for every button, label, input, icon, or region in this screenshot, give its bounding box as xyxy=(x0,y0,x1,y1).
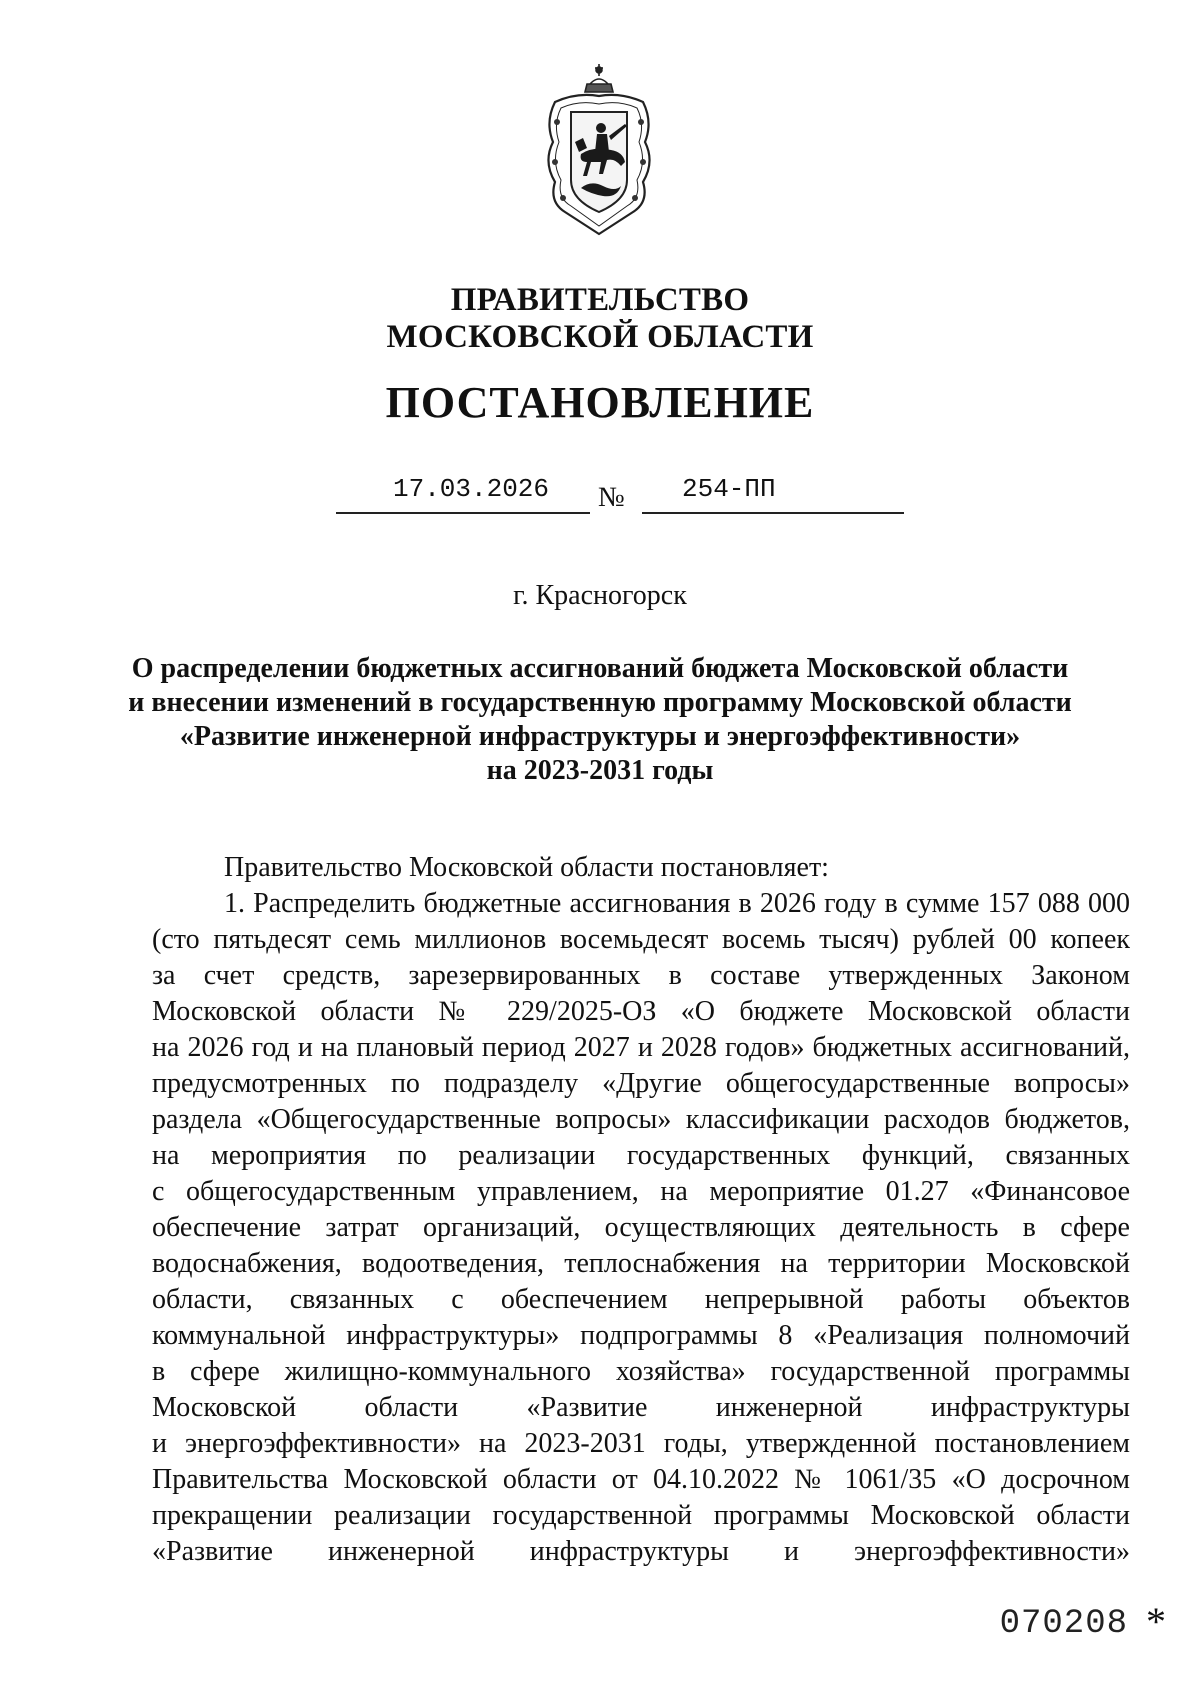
body-line: «Развитие инженерной инфраструктуры и энергоэффективности» xyxy=(152,1536,1130,1567)
date-underline xyxy=(336,512,590,514)
body-line: Правительство Московской области постановляет: xyxy=(224,852,829,883)
body-line: на мероприятия по реализации государственных функций, связанных xyxy=(152,1140,1130,1171)
coat-of-arms-emblem xyxy=(541,62,657,238)
body-line: Московской области «Развитие инженерной инфраструктуры xyxy=(152,1392,1130,1423)
document-title xyxy=(120,652,1080,788)
body-line: (сто пятьдесят семь миллионов восемьдесят восемь тысяч) рублей 00 копеек xyxy=(152,924,1130,955)
body-line: водоснабжения, водоотведения, теплоснабжения на территории Московской xyxy=(152,1248,1130,1279)
body-line: обеспечение затрат организаций, осуществляющих деятельность в сфере xyxy=(152,1212,1130,1243)
title-line: и внесении изменений в государственную программу Московской области xyxy=(128,687,1072,718)
document-body xyxy=(152,850,1130,1570)
number-sign: № xyxy=(598,482,625,513)
document-type: ПОСТАНОВЛЕНИЕ xyxy=(385,378,815,427)
asterisk-mark: * xyxy=(1146,1599,1166,1644)
title-line: О распределении бюджетных ассигнований бюджета Московской области xyxy=(131,653,1069,684)
title-line: «Развитие инженерной инфраструктуры и энергоэффективности» xyxy=(179,721,1021,752)
body-line: предусмотренных по подразделу «Другие общегосударственные вопросы» xyxy=(152,1068,1130,1099)
body-line: Московской области № 229/2025-ОЗ «О бюджете Московской области xyxy=(152,996,1130,1027)
document-number: 254-ПП xyxy=(682,474,776,504)
body-line: за счет средств, зарезервированных в составе утвержденных Законом xyxy=(152,960,1130,991)
body-line: 1. Распределить бюджетные ассигнования в 2026 году в сумме 157 088 000 xyxy=(224,888,1130,919)
stamp-number: 070208 xyxy=(999,1605,1128,1643)
document-city: г. Красногорск xyxy=(513,580,687,611)
number-underline xyxy=(642,512,904,514)
document-date: 17.03.2026 xyxy=(392,474,550,504)
body-line: раздела «Общегосударственные вопросы» классификации расходов бюджетов, xyxy=(152,1104,1130,1135)
body-line: на 2026 год и на плановый период 2027 и 2028 годов» бюджетных ассигнований, xyxy=(152,1032,1130,1063)
body-line: и энергоэффективности» на 2023-2031 годы, утвержденной постановлением xyxy=(152,1428,1130,1459)
title-line: на 2023-2031 годы xyxy=(486,755,714,786)
body-line: коммунальной инфраструктуры» подпрограммы 8 «Реализация полномочий xyxy=(152,1320,1130,1351)
body-line: в сфере жилищно-коммунального хозяйства» государственной программы xyxy=(152,1356,1130,1387)
body-line: Правительства Московской области от 04.10.2022 № 1061/35 «О досрочном xyxy=(152,1464,1130,1495)
body-line: области, связанных с обеспечением непрерывной работы объектов xyxy=(152,1284,1130,1315)
organization-name-line2: МОСКОВСКОЙ ОБЛАСТИ xyxy=(386,319,814,355)
body-line: прекращении реализации государственной программы Московской области xyxy=(152,1500,1130,1531)
body-line: с общегосударственным управлением, на мероприятие 01.27 «Финансовое xyxy=(152,1176,1130,1207)
organization-name-line1: ПРАВИТЕЛЬСТВО xyxy=(450,282,750,318)
